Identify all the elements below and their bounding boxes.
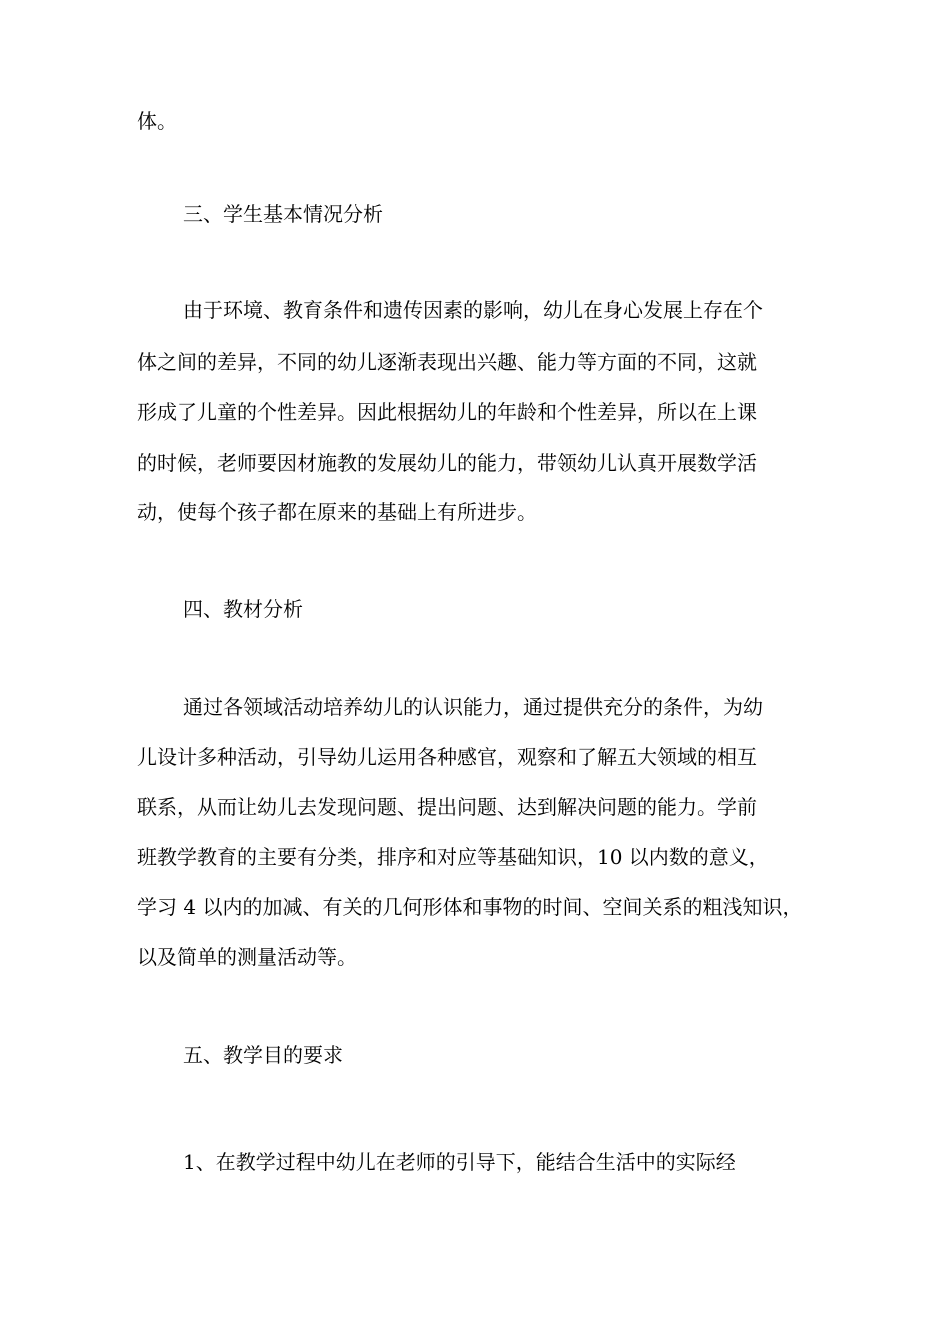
paragraph-line: 由于环境、教育条件和遗传因素的影响，幼儿在身心发展上存在个	[183, 298, 763, 322]
paragraph-line: 1、在教学过程中幼儿在老师的引导下，能结合生活中的实际经	[183, 1150, 736, 1174]
paragraph-line: 学习 4 以内的加减、有关的几何形体和事物的时间、空间关系的粗浅知识，	[137, 895, 803, 919]
section-heading-teaching-objectives: 五、教学目的要求	[183, 1043, 343, 1067]
paragraph-line: 通过各领域活动培养幼儿的认识能力，通过提供充分的条件，为幼	[183, 695, 763, 719]
paragraph-line: 的时候，老师要因材施教的发展幼儿的能力，带领幼儿认真开展数学活	[137, 451, 757, 475]
section-heading-student-analysis: 三、学生基本情况分析	[183, 202, 383, 226]
section-heading-material-analysis: 四、教材分析	[183, 597, 303, 621]
paragraph-line: 动，使每个孩子都在原来的基础上有所进步。	[137, 500, 537, 524]
paragraph-fragment-end: 体。	[137, 109, 177, 133]
paragraph-line: 班教学教育的主要有分类，排序和对应等基础知识，10 以内数的意义，	[137, 845, 769, 869]
paragraph-line: 体之间的差异，不同的幼儿逐渐表现出兴趣、能力等方面的不同，这就	[137, 350, 757, 374]
paragraph-line: 联系，从而让幼儿去发现问题、提出问题、达到解决问题的能力。学前	[137, 795, 757, 819]
paragraph-line: 以及简单的测量活动等。	[137, 945, 357, 969]
paragraph-line: 儿设计多种活动，引导幼儿运用各种感官，观察和了解五大领域的相互	[137, 745, 757, 769]
paragraph-line: 形成了儿童的个性差异。因此根据幼儿的年龄和个性差异，所以在上课	[137, 400, 757, 424]
